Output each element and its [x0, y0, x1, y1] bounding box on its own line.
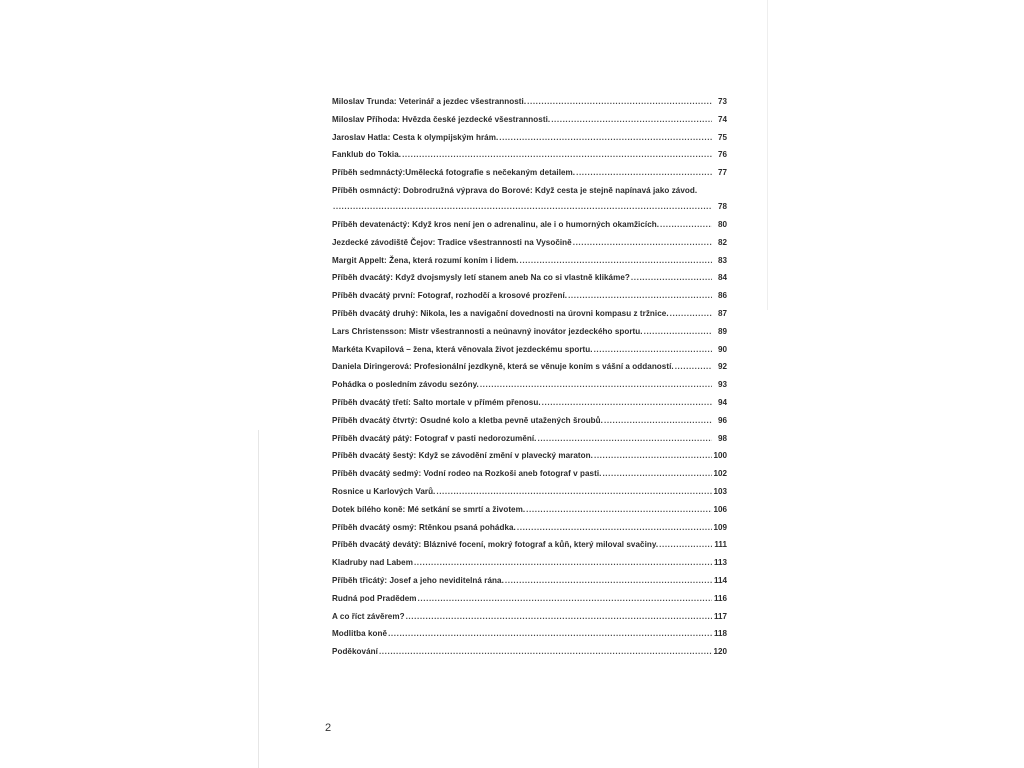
toc-entry: [332, 305, 727, 323]
dot-leader: [542, 394, 712, 412]
dot-leader: [418, 590, 712, 608]
dot-leader: [414, 554, 712, 572]
toc-entry-page: 94: [717, 397, 727, 407]
toc-entry: [332, 625, 727, 643]
dot-leader: [568, 287, 712, 305]
toc-entry: [332, 216, 727, 234]
dot-leader: [402, 146, 712, 164]
dot-leader: [379, 643, 712, 661]
toc-entry-title: Příběh dvacátý druhý: Nikola, les a navigační dovednosti na úrovni kompasu z tržnice.: [332, 308, 669, 318]
toc-entry-page: 77: [717, 168, 727, 178]
toc-entry-title: Jaroslav Hatla: Cesta k olympijským hrám.: [332, 132, 499, 142]
toc-entry-title: Lars Christensson: Mistr všestrannosti a neúnavný inovátor jezdeckého sportu.: [332, 326, 643, 336]
dot-leader: [631, 269, 712, 287]
toc-entry-title: Jezdecké závodiště Čejov: Tradice všestrannosti na Vysočině: [332, 237, 572, 247]
toc-entry-page: 87: [717, 308, 727, 318]
dot-leader: [551, 111, 712, 129]
toc-entry-page: 90: [717, 344, 727, 354]
page-number: 2: [325, 722, 332, 734]
toc-entry: [332, 430, 727, 448]
toc-entry-page: 73: [717, 97, 727, 106]
toc-entry: [332, 501, 727, 519]
toc-entry-page: 106: [713, 504, 727, 514]
toc-entry-title: Margit Appelt: Žena, která rozumí koním i lidem.: [332, 255, 519, 265]
toc-entry: [332, 146, 727, 164]
toc-entry-title: Příběh dvacátý sedmý: Vodní rodeo na Rozkoši aneb fotograf v pasti.: [332, 469, 602, 479]
toc-entry-page: 103: [713, 486, 727, 496]
dot-leader: [573, 234, 712, 252]
toc-entry-page: 78: [717, 201, 727, 211]
toc-entry-page: 102: [713, 469, 727, 479]
toc-entry: [332, 554, 727, 572]
dot-leader: [644, 323, 712, 341]
dot-leader: [527, 93, 712, 111]
toc-entry-page: 86: [717, 291, 727, 301]
table-of-contents: [332, 93, 727, 661]
toc-entry-title: Příběh dvacátý: Když dvojsmysly letí stanem aneb Na co si vlastně klikáme?: [332, 273, 630, 283]
toc-entry-page: 118: [713, 629, 727, 639]
toc-entry: [332, 93, 727, 111]
toc-entry: [332, 287, 727, 305]
dot-leader: [505, 572, 712, 590]
toc-entry-page: 96: [717, 415, 727, 425]
dot-leader: [520, 252, 713, 270]
toc-entry-page: 84: [717, 273, 727, 283]
toc-entry: [332, 129, 727, 147]
toc-entry: [332, 519, 727, 537]
toc-entry-title: Příběh dvacátý čtvrtý: Osudné kolo a kletba pevně utažených šroubů.: [332, 415, 603, 425]
toc-entry: [332, 341, 727, 359]
dot-leader: [333, 198, 712, 216]
toc-entry: [332, 483, 727, 501]
toc-entry: [332, 394, 727, 412]
toc-entry-title: Pohádka o posledním závodu sezóny.: [332, 380, 479, 390]
toc-entry-title: Příběh dvacátý pátý: Fotograf v pasti nedorozumění.: [332, 433, 537, 443]
dot-leader: [576, 164, 712, 182]
dot-leader: [480, 376, 712, 394]
toc-entry: [332, 164, 727, 182]
toc-entry-page: 82: [717, 237, 727, 247]
dot-leader: [594, 447, 712, 465]
dot-leader: [594, 341, 712, 359]
toc-entry-page: 98: [717, 433, 727, 443]
toc-entry-title: Rudná pod Pradědem: [332, 593, 417, 603]
toc-entry-title: Příběh osmnáctý: Dobrodružná výprava do Borové: Když cesta je stejně napínavá jako závod.: [332, 185, 698, 195]
toc-entry: [332, 465, 727, 483]
page-edge-shadow: [767, 0, 768, 310]
toc-entry-title: Příběh sedmnáctý:Umělecká fotografie s nečekaným detailem.: [332, 168, 576, 178]
toc-entry: [332, 572, 727, 590]
toc-entry-page: 117: [713, 611, 727, 621]
dot-leader: [436, 483, 712, 501]
toc-entry-title: Příběh dvacátý osmý: Rtěnkou psaná pohádka.: [332, 522, 516, 532]
toc-entry-title: Příběh třicátý: Josef a jeho neviditelná rána.: [332, 575, 504, 585]
dot-leader: [499, 129, 712, 147]
toc-entry-title: Poděkování: [332, 647, 378, 657]
toc-entry: [332, 590, 727, 608]
toc-entry: [332, 536, 727, 554]
dot-leader: [659, 536, 712, 554]
toc-entry: [332, 234, 727, 252]
toc-entry-page: 116: [713, 593, 727, 603]
dot-leader: [660, 216, 712, 234]
toc-entry: [332, 252, 727, 270]
toc-entry-title: Fanklub do Tokia.: [332, 150, 402, 160]
toc-entry: [332, 376, 727, 394]
dot-leader: [406, 608, 712, 626]
toc-entry-title: Modlitba koně: [332, 629, 388, 639]
toc-entry-page: 113: [713, 558, 727, 568]
dot-leader: [670, 305, 712, 323]
toc-entry: [332, 412, 727, 430]
toc-entry-title: Příběh dvacátý devátý: Bláznivé focení, mokrý fotograf a kůň, který miloval svačiny.: [332, 540, 659, 550]
dot-leader: [537, 430, 712, 448]
dot-leader: [602, 465, 712, 483]
toc-entry-page: 93: [717, 380, 727, 390]
toc-entry-title: A co říct závěrem?: [332, 611, 405, 621]
dot-leader: [526, 501, 712, 519]
toc-entry-title: Příběh dvacátý šestý: Když se závodění změní v plavecký maraton.: [332, 451, 593, 461]
toc-entry-page: 80: [717, 219, 727, 229]
toc-entry-title: Rosnice u Karlových Varů.: [332, 486, 436, 496]
page-edge-shadow: [258, 430, 259, 768]
toc-entry: [332, 323, 727, 341]
toc-entry-title: Příběh dvacátý třetí: Salto mortale v přímém přenosu.: [332, 397, 541, 407]
toc-entry: [332, 269, 727, 287]
toc-entry-page: 109: [713, 522, 727, 532]
toc-entry: [332, 608, 727, 626]
toc-entry-title: Dotek bílého koně: Mé setkání se smrtí a životem.: [332, 504, 526, 514]
toc-entry-title: Markéta Kvapilová – žena, která věnovala život jezdeckému sportu.: [332, 344, 593, 354]
dot-leader: [517, 519, 712, 537]
toc-entry-title: Příběh dvacátý první: Fotograf, rozhodčí a krosové prozření.: [332, 291, 568, 301]
toc-entry-page: 114: [713, 575, 727, 585]
toc-entry-title: Daniela Diringerová: Profesionální jezdkyně, která se věnuje koním s vášní a oddaností.: [332, 362, 674, 372]
toc-entry-page: 111: [714, 540, 727, 550]
toc-entry-page: 74: [717, 114, 727, 124]
toc-entry-title: Miloslav Trunda: Veterinář a jezdec všestrannosti.: [332, 97, 527, 106]
toc-entry-page: 76: [717, 150, 727, 160]
toc-entry-page: 120: [713, 647, 727, 657]
toc-entry-page: 75: [717, 132, 727, 142]
dot-leader: [604, 412, 712, 430]
toc-entry-title: Miloslav Příhoda: Hvězda české jezdecké všestrannosti.: [332, 114, 551, 124]
toc-entry-page: 83: [717, 255, 727, 265]
toc-entry: [332, 358, 727, 376]
dot-leader: [388, 625, 712, 643]
toc-entry: [332, 643, 727, 661]
toc-entry-title: Kladruby nad Labem: [332, 558, 413, 568]
toc-entry: [332, 447, 727, 465]
toc-entry-page: 100: [713, 451, 727, 461]
dot-leader: [675, 358, 712, 376]
toc-entry-title: Příběh devatenáctý: Když kros není jen o adrenalinu, ale i o humorných okamžicích.: [332, 219, 660, 229]
toc-entry: [332, 111, 727, 129]
toc-entry-page: 92: [717, 362, 727, 372]
toc-entry-page: 89: [717, 326, 727, 336]
toc-entry: [332, 182, 727, 216]
